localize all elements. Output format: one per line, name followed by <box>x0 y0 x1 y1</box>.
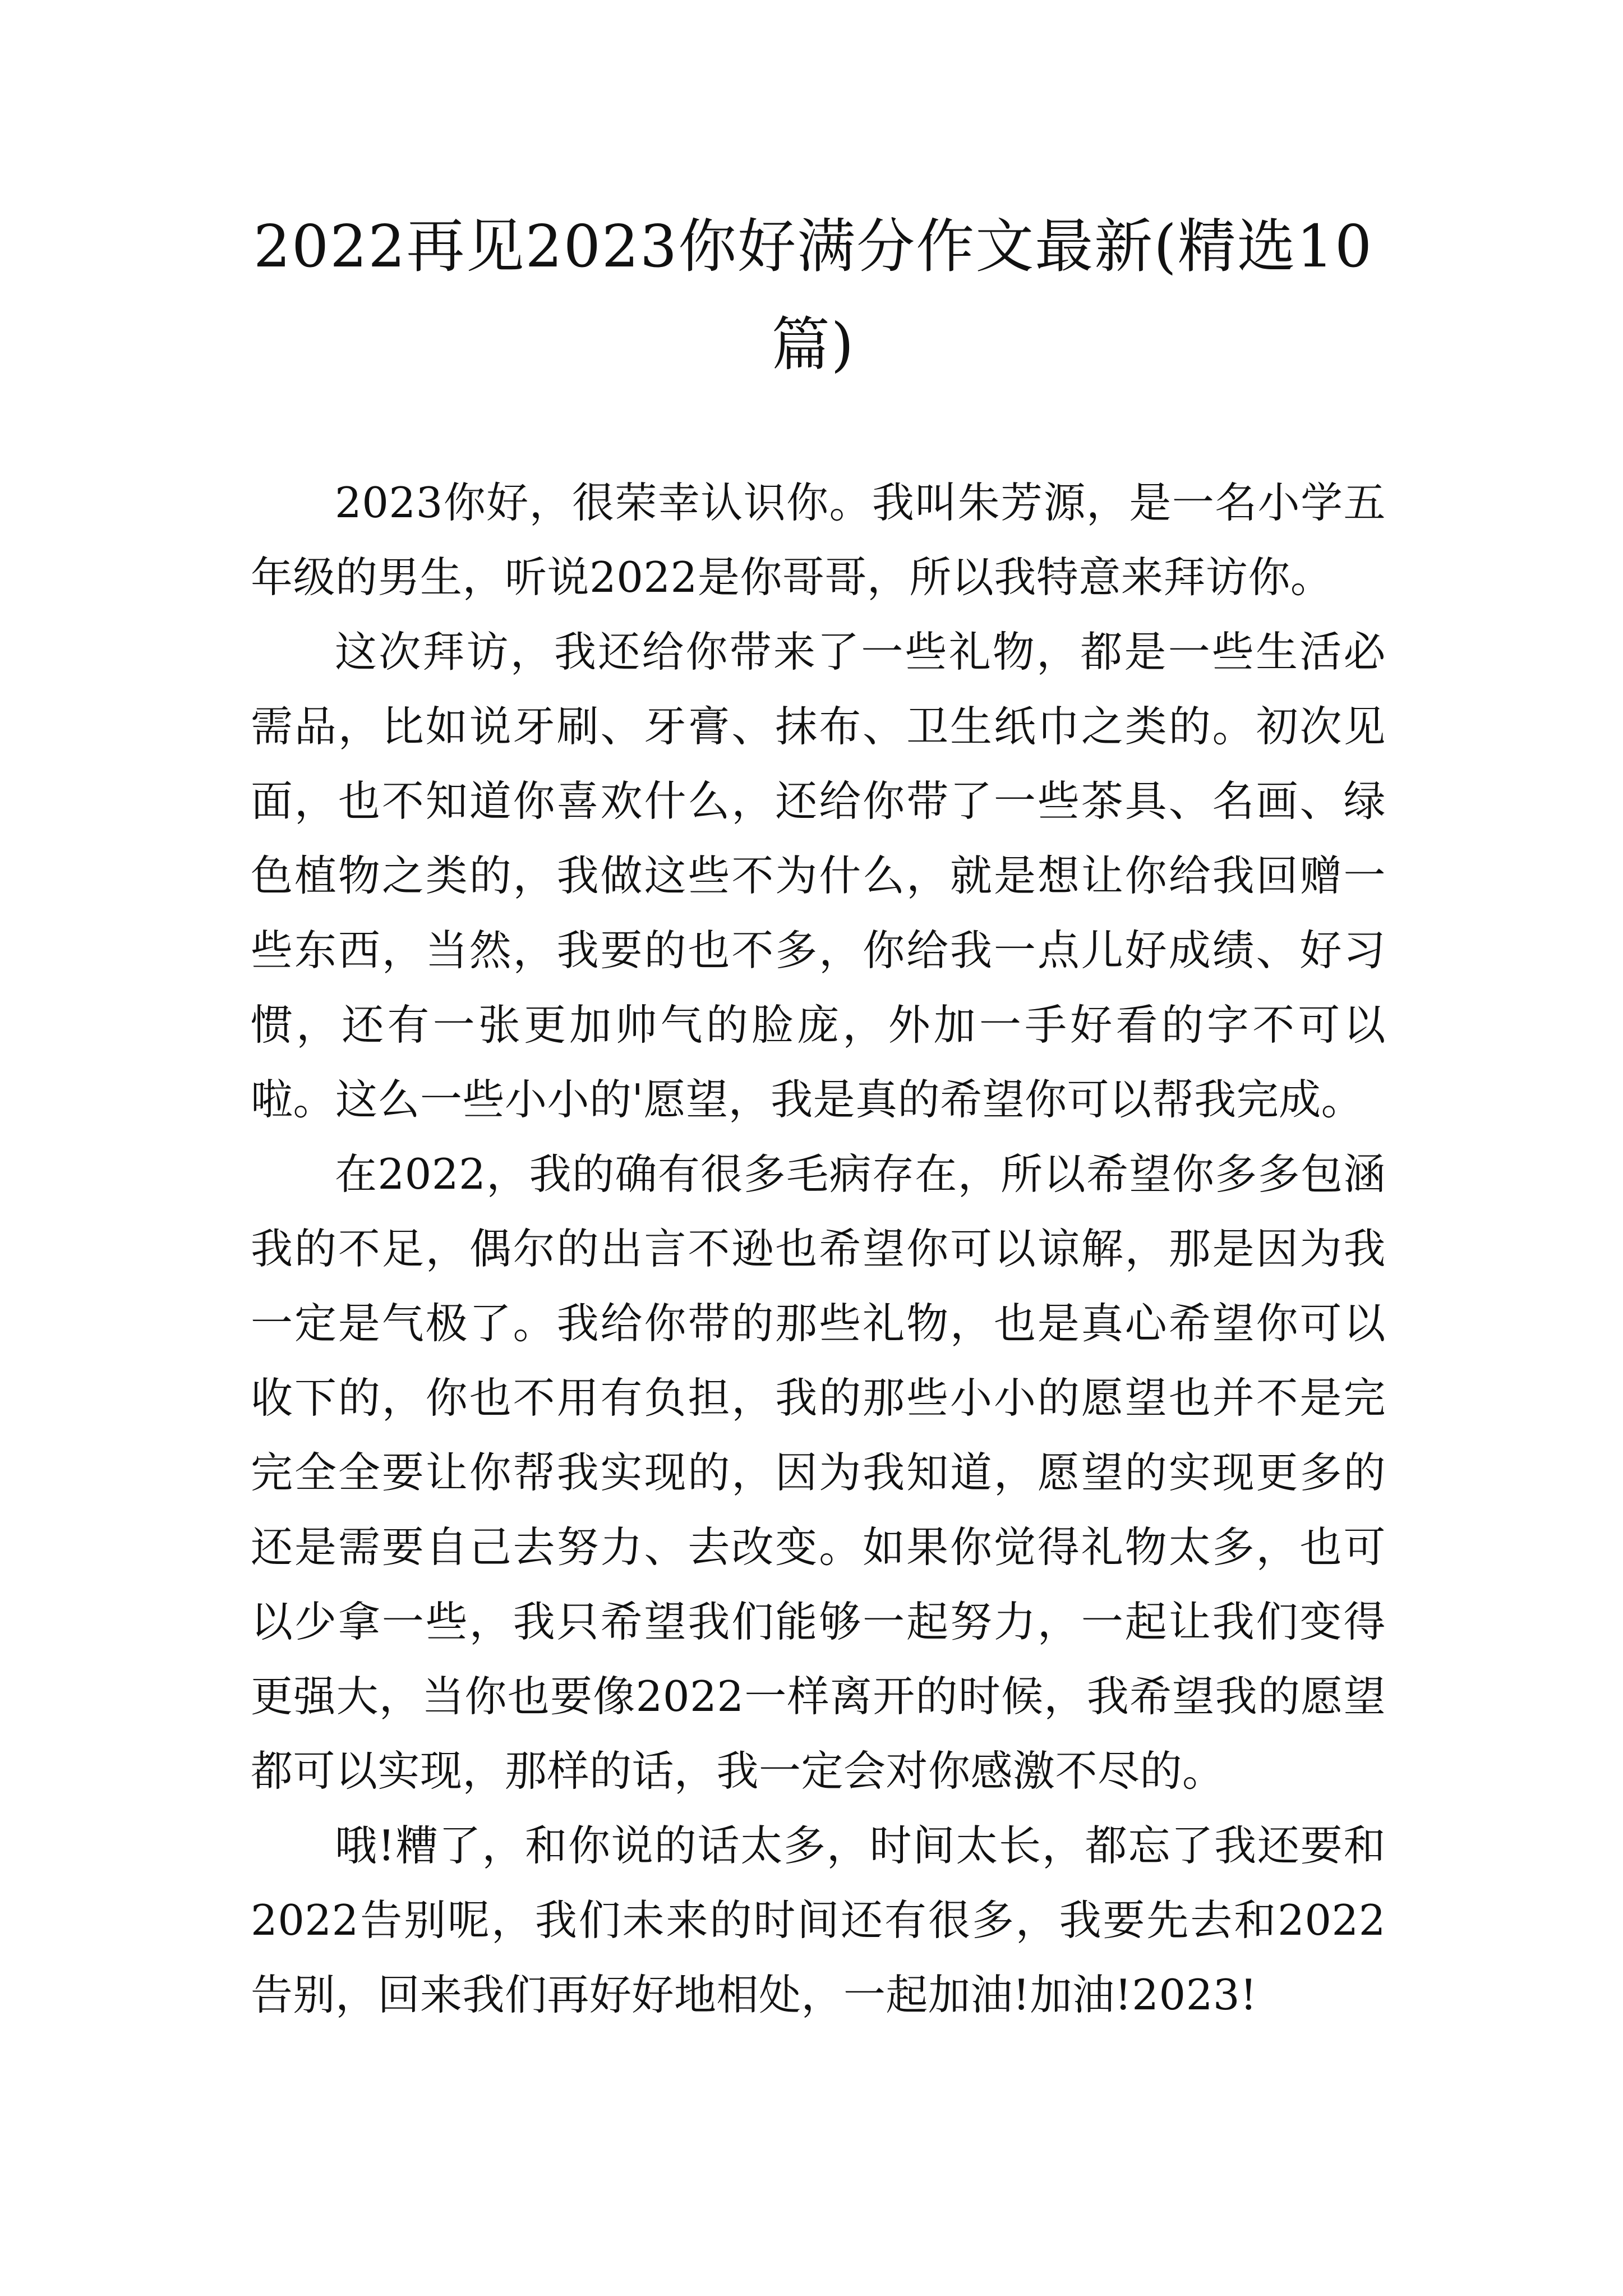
paragraph-2: 这次拜访，我还给你带来了一些礼物，都是一些生活必需品，比如说牙刷、牙膏、抹布、卫生纸巾之类的。初次见面，也不知道你喜欢什么，还给你带了一些茶具、名画、绿色植物之类的，我做这些不为什么，就是想让你给我回赠一些东西，当然，我要的也不多，你给我一点儿好成绩、好习惯，还有一张更加帅气的脸庞，外加一手好看的字不可以啦。这么一些小小的'愿望，我是真的希望你可以帮我完成。 <box>251 627 1386 1124</box>
document-title: 2022再见2023你好满分作文最新(精选10篇) <box>253 212 1373 379</box>
paragraph-4: 哦!糟了，和你说的话太多，时间太长，都忘了我还要和2022告别呢，我们未来的时间还有很多，我要先去和2022告别，回来我们再好好地相处，一起加油!加油!2023! <box>251 1821 1386 2019</box>
paragraph-3: 在2022，我的确有很多毛病存在，所以希望你多多包涵我的不足，偶尔的出言不逊也希望你可以谅解，那是因为我一定是气极了。我给你带的那些礼物，也是真心希望你可以收下的，你也不用有负担，我的那些小小的愿望也并不是完完全全要让你帮我实现的，因为我知道，愿望的实现更多的还是需要自己去努力、去改变。如果你觉得礼物太多，也可以少拿一些，我只希望我们能够一起努力，一起让我们变得更强大，当你也要像2022一样离开的时候，我希望我的愿望都可以实现，那样的话，我一定会对你感激不尽的。 <box>251 1149 1386 1796</box>
paragraph-1: 2023你好，很荣幸认识你。我叫朱芳源，是一名小学五年级的男生，听说2022是你哥哥，所以我特意来拜访你。 <box>251 478 1386 602</box>
document-body <box>251 466 1386 2032</box>
